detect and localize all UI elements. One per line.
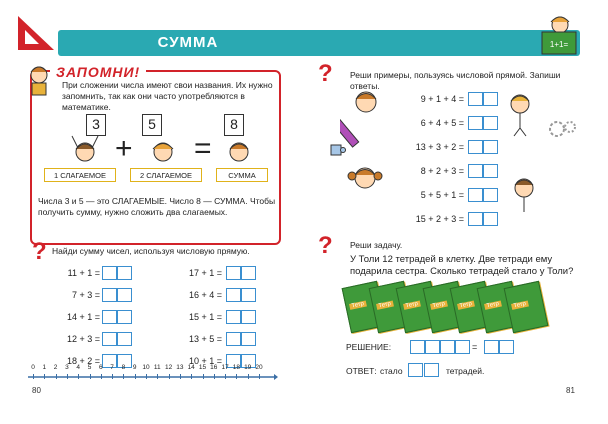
question-mark-icon: ? — [32, 238, 47, 265]
equation: 17 + 1 = — [188, 268, 222, 278]
solution-box[interactable] — [499, 340, 514, 354]
number-line-tick — [259, 374, 260, 379]
card-addend-1: 3 — [86, 114, 106, 136]
answer-label: ОТВЕТ: — [346, 366, 377, 376]
question-mark-icon: ? — [318, 60, 333, 87]
equation: 7 + 3 = — [71, 290, 100, 300]
term-sum: СУММА — [216, 168, 268, 182]
number-line-tick — [78, 374, 79, 379]
term-addend-1: 1 СЛАГАЕМОЕ — [44, 168, 116, 182]
number-line-label: 13 — [176, 364, 184, 371]
number-line-label: 0 — [31, 364, 35, 371]
number-line-label: 15 — [198, 364, 207, 371]
solution-label: РЕШЕНИЕ: — [346, 342, 392, 352]
answer-box[interactable] — [117, 266, 132, 280]
number-line-tick — [123, 374, 124, 379]
answer-box[interactable] — [468, 212, 483, 226]
term-addend-2: 2 СЛАГАЕМОЕ — [130, 168, 202, 182]
number-line-tick — [112, 374, 113, 379]
gears-icon — [548, 118, 578, 140]
equation: 15 + 2 + 3 = — [415, 214, 464, 224]
right-task2-instruction: Реши задачу. — [350, 240, 403, 250]
notebook-label: Тетр — [378, 301, 392, 310]
number-line-label: 10 — [142, 364, 150, 371]
solution-box[interactable] — [410, 340, 425, 354]
remember-conclusion: Числа 3 и 5 — это СЛАГАЕМЫЕ. Число 8 — СУММА. Чтобы получить сумму, нужно сложить два слагаемых. — [38, 196, 276, 217]
answer-box[interactable] — [483, 116, 498, 130]
notebook-label: Тетр — [432, 301, 446, 310]
equation: 16 + 4 = — [188, 290, 222, 300]
number-line-tick — [67, 374, 68, 379]
answer-box[interactable] — [483, 164, 498, 178]
ruler-triangle-icon — [16, 14, 58, 52]
answer-box[interactable] — [117, 288, 132, 302]
number-line-tick — [180, 374, 181, 379]
right-task1-instruction: Реши примеры, пользуясь числовой прямой. Запиши ответы. — [350, 70, 561, 91]
number-line-tick — [191, 374, 192, 379]
boy-pointing-icon — [504, 176, 544, 222]
card-sum: 8 — [224, 114, 244, 136]
number-line-tick — [101, 374, 102, 379]
answer-box[interactable] — [241, 310, 256, 324]
answer-prefix: стало — [380, 366, 403, 376]
equation: 11 + 1 = — [67, 268, 100, 278]
equation: 5 + 5 + 1 = — [420, 190, 464, 200]
page-title: СУММА — [157, 34, 219, 51]
equation: 6 + 4 + 5 = — [420, 118, 464, 128]
number-line-tick — [33, 374, 34, 379]
answer-box[interactable] — [408, 363, 423, 377]
answer-box[interactable] — [102, 266, 117, 280]
solution-box[interactable] — [440, 340, 455, 354]
number-line-label: 12 — [164, 364, 173, 371]
number-line-label: 4 — [76, 364, 80, 371]
number-line-tick — [248, 374, 249, 379]
equation: 8 + 2 + 3 = — [420, 166, 464, 176]
solution-box[interactable] — [455, 340, 470, 354]
number-line-label: 18 — [232, 364, 240, 371]
page-number-right: 81 — [566, 386, 575, 395]
number-line-label: 6 — [98, 364, 103, 371]
number-line-tick — [146, 374, 147, 379]
number-line-label: 17 — [221, 364, 229, 371]
equation: 13 + 3 + 2 = — [415, 142, 464, 152]
answer-box[interactable] — [102, 310, 117, 324]
answer-box[interactable] — [468, 140, 483, 154]
number-line-tick — [203, 374, 204, 379]
left-task-instruction: Найди сумму чисел, используя числовую прямую. — [52, 246, 250, 256]
equation: 18 + 2 = — [66, 356, 100, 366]
number-line — [28, 372, 278, 382]
notebook-label: Тетр — [405, 301, 419, 310]
number-line-tick — [236, 374, 237, 379]
number-line-label: 19 — [244, 364, 252, 371]
answer-box[interactable] — [117, 332, 132, 346]
equation: 13 + 5 = — [188, 334, 222, 344]
answer-box[interactable] — [483, 140, 498, 154]
number-line-label: 5 — [87, 364, 92, 371]
remember-intro: При сложении числа имеют свои названия. Их нужно запомнить, так как они часто употребляются в математике. — [62, 80, 273, 112]
answer-box[interactable] — [468, 92, 483, 106]
equation: 12 + 3 = — [66, 334, 100, 344]
boy-with-pencil-icon — [340, 88, 386, 148]
answer-box[interactable] — [483, 188, 498, 202]
number-line-tick — [135, 374, 136, 379]
word-problem-text: У Толи 12 тетрадей в клетку. Две тетради ему подарила сестра. Сколько тетрадей стало у Толи? — [350, 254, 574, 277]
number-line-tick — [157, 374, 158, 379]
equation: 10 + 1 = — [188, 356, 222, 366]
answer-box[interactable] — [102, 332, 117, 346]
answer-box[interactable] — [483, 212, 498, 226]
answer-box[interactable] — [468, 164, 483, 178]
remember-heading: ЗАПОМНИ! — [50, 64, 146, 82]
answer-box[interactable] — [241, 288, 256, 302]
number-line-tick — [90, 374, 91, 379]
solution-equals: = — [472, 342, 478, 352]
plus-sign: + — [115, 132, 133, 165]
number-line-label: 3 — [65, 364, 69, 371]
equation: 15 + 1 = — [188, 312, 222, 322]
number-line-tick — [225, 374, 226, 379]
number-line-label: 14 — [187, 364, 195, 371]
solution-box[interactable] — [425, 340, 440, 354]
number-line-tick — [56, 374, 57, 379]
answer-box[interactable] — [241, 266, 256, 280]
card-addend-2: 5 — [142, 114, 162, 136]
number-line-tick — [169, 374, 170, 379]
number-line-tick — [44, 374, 45, 379]
title-banner — [58, 30, 580, 56]
equals-sign: = — [194, 132, 212, 165]
answer-box[interactable] — [468, 188, 483, 202]
answer-box[interactable] — [226, 288, 241, 302]
puzzle-piece-icon — [330, 142, 346, 156]
answer-box[interactable] — [117, 310, 132, 324]
answer-box[interactable] — [468, 116, 483, 130]
equation: 9 + 1 + 4 = — [420, 94, 464, 104]
question-mark-icon: ? — [318, 232, 333, 259]
number-line-label: 20 — [255, 364, 263, 371]
number-line-label: 11 — [153, 364, 161, 371]
number-line-tick — [214, 374, 215, 379]
answer-box[interactable] — [483, 92, 498, 106]
number-line-label: 2 — [53, 364, 58, 371]
notebook-label: Тетр — [513, 301, 527, 310]
answer-box[interactable] — [102, 288, 117, 302]
boy-waving-icon — [500, 92, 540, 138]
number-line-label: 1 — [42, 364, 47, 371]
answer-box[interactable] — [226, 332, 241, 346]
solution-box[interactable] — [484, 340, 499, 354]
answer-suffix: тетрадей. — [446, 366, 485, 376]
answer-box[interactable] — [241, 332, 256, 346]
number-line-label: 9 — [132, 364, 137, 371]
girl-with-board-icon — [536, 14, 580, 60]
number-line-label: 8 — [121, 364, 126, 371]
page-number-left: 80 — [32, 386, 41, 395]
notebook-label: Тетр — [459, 301, 473, 310]
notebook-label: Тетр — [486, 301, 500, 310]
equation: 14 + 1 = — [66, 312, 100, 322]
girl-thinking-icon — [344, 164, 386, 212]
number-line-label: 16 — [210, 364, 218, 371]
answer-box[interactable] — [226, 266, 241, 280]
notebook-label: Тетр — [351, 301, 365, 310]
answer-box[interactable] — [424, 363, 439, 377]
number-line-label: 7 — [110, 364, 114, 371]
board-badge-text: 1+1= — [549, 40, 569, 49]
answer-box[interactable] — [226, 310, 241, 324]
